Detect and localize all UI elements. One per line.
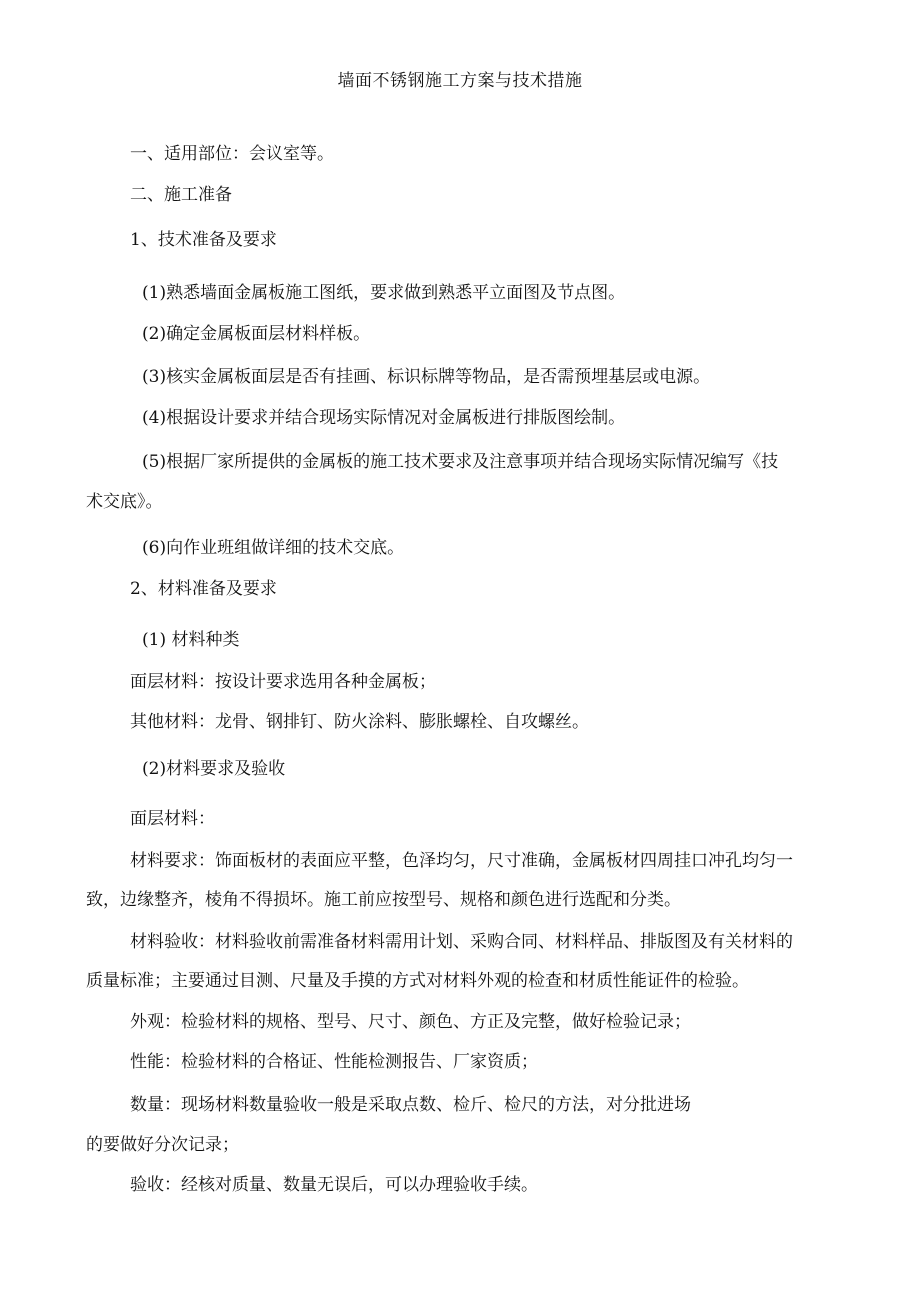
- item-material-requirements: (2)材料要求及验收: [142, 759, 286, 779]
- item-1: (1)熟悉墙面金属板施工图纸，要求做到熟悉平立面图及节点图。: [142, 283, 626, 303]
- subsection-material-preparation: 2、材料准备及要求: [130, 579, 277, 599]
- item-6: (6)向作业班组做详细的技术交底。: [142, 538, 405, 558]
- material-acceptance-para: 材料验收：材料验收前需准备材料需用计划、采购合同、材料样品、排版图及有关材料的: [130, 932, 793, 952]
- item-5-continued: 术交底》。: [86, 492, 163, 512]
- subsection-technical-preparation: 1、技术准备及要求: [130, 230, 277, 250]
- appearance-line: 外观：检验材料的规格、型号、尺寸、颜色、方正及完整，做好检验记录；: [130, 1012, 691, 1032]
- section-applicable-location: 一、适用部位：会议室等。: [130, 144, 334, 164]
- item-3: (3)核实金属板面层是否有挂画、标识标牌等物品，是否需预埋基层或电源。: [142, 367, 711, 387]
- document-title: 墙面不锈钢施工方案与技术措施: [337, 71, 583, 91]
- other-materials-line: 其他材料：龙骨、钢排钉、防火涂料、膨胀螺栓、自攻螺丝。: [130, 712, 589, 732]
- surface-material-heading: 面层材料：: [130, 809, 215, 829]
- item-4: (4)根据设计要求并结合现场实际情况对金属板进行排版图绘制。: [142, 408, 626, 428]
- acceptance-line: 验收：经核对质量、数量无误后，可以办理验收手续。: [130, 1175, 538, 1195]
- material-requirements-para: 材料要求：饰面板材的表面应平整，色泽均匀，尺寸准确，金属板材四周挂口冲孔均匀一: [130, 851, 793, 871]
- quantity-line-continued: 的要做好分次记录；: [86, 1135, 239, 1155]
- item-5: (5)根据厂家所提供的金属板的施工技术要求及注意事项并结合现场实际情况编写《技: [142, 452, 779, 472]
- quantity-line: 数量：现场材料数量验收一般是采取点数、检斤、检尺的方法，对分批进场: [130, 1095, 691, 1115]
- surface-material-line: 面层材料：按设计要求选用各种金属板；: [130, 672, 436, 692]
- performance-line: 性能：检验材料的合格证、性能检测报告、厂家资质；: [130, 1052, 538, 1072]
- item-2: (2)确定金属板面层材料样板。: [142, 324, 371, 344]
- material-acceptance-para-continued: 质量标准；主要通过目测、尺量及手摸的方式对材料外观的检查和材质性能证件的检验。: [86, 971, 749, 991]
- material-requirements-para-continued: 致，边缘整齐，棱角不得损坏。施工前应按型号、规格和颜色进行选配和分类。: [86, 890, 681, 910]
- item-material-types: (1) 材料种类: [142, 630, 240, 650]
- section-construction-preparation: 二、施工准备: [130, 185, 232, 205]
